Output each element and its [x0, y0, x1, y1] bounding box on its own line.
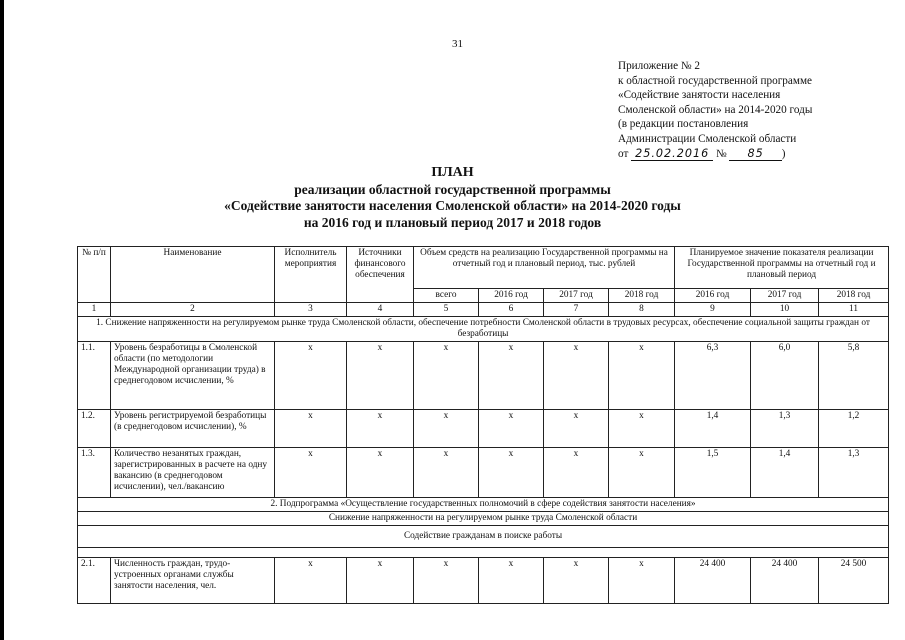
- page-number: 31: [452, 38, 463, 50]
- closing-paren: ): [781, 147, 786, 160]
- document-title: [0, 165, 905, 231]
- plan-table: [77, 246, 889, 604]
- table-row: [78, 342, 889, 410]
- header-ind-2016: 2016 год: [675, 289, 751, 303]
- row-ind-2017: 24 400: [751, 558, 819, 604]
- row-executor: x: [275, 448, 347, 498]
- row-executor: x: [275, 342, 347, 410]
- header-2018: 2018 год: [609, 289, 675, 303]
- header-row: [78, 247, 889, 289]
- col-number: 8: [609, 303, 675, 317]
- row-executor: x: [275, 558, 347, 604]
- appendix-date-line: [618, 147, 898, 162]
- header-2016: 2016 год: [479, 289, 544, 303]
- row-ind-2016: 6,3: [675, 342, 751, 410]
- table-row: [78, 448, 889, 498]
- row-ind-2018: 1,3: [819, 448, 889, 498]
- row-num: 2.1.: [78, 558, 111, 604]
- row-name: Уровень регистрируемой безработицы (в среднегодовом исчислении), %: [111, 410, 275, 448]
- appendix-line: «Содействие занятости населения: [618, 89, 781, 102]
- section-row: [78, 498, 889, 512]
- col-number: 9: [675, 303, 751, 317]
- row-fund-2018: x: [609, 342, 675, 410]
- spacer-row: [78, 548, 889, 558]
- row-executor: x: [275, 410, 347, 448]
- row-fund-2018: x: [609, 410, 675, 448]
- row-fund-2017: x: [544, 410, 609, 448]
- subsection-2a-title: Снижение напряженности на регулируемом рынке труда Смоленской области: [78, 512, 889, 526]
- row-sources: x: [347, 448, 414, 498]
- col-number: 11: [819, 303, 889, 317]
- row-ind-2018: 5,8: [819, 342, 889, 410]
- appendix-block: [618, 59, 898, 161]
- row-ind-2016: 1,4: [675, 410, 751, 448]
- header-indicator-group: Планируемое значение показателя реализации Государственной программы на отчетный год и плановый период: [675, 247, 889, 289]
- appendix-line: Смоленской области» на 2014-2020 годы: [618, 103, 813, 116]
- row-fund-2016: x: [479, 410, 544, 448]
- row-fund-2017: x: [544, 448, 609, 498]
- table-row: [78, 558, 889, 604]
- row-ind-2017: 1,3: [751, 410, 819, 448]
- row-fund-2016: x: [479, 342, 544, 410]
- spacer-cell: [78, 548, 889, 558]
- header-num: № п/п: [78, 247, 111, 303]
- col-number: 4: [347, 303, 414, 317]
- row-fund-2018: x: [609, 558, 675, 604]
- handwritten-number: 85: [729, 147, 781, 161]
- date-prefix: от: [618, 147, 629, 160]
- row-ind-2017: 6,0: [751, 342, 819, 410]
- row-ind-2017: 1,4: [751, 448, 819, 498]
- col-number: 7: [544, 303, 609, 317]
- row-ind-2018: 1,2: [819, 410, 889, 448]
- col-number: 2: [111, 303, 275, 317]
- scan-edge: [0, 0, 4, 640]
- col-number: 10: [751, 303, 819, 317]
- row-sources: x: [347, 342, 414, 410]
- section-2-title: 2. Подпрограмма «Осуществление государственных полномочий в сфере содействия занятости населения»: [78, 498, 889, 512]
- row-total: x: [414, 448, 479, 498]
- col-number: 6: [479, 303, 544, 317]
- table-row: [78, 410, 889, 448]
- row-fund-2018: x: [609, 448, 675, 498]
- row-total: x: [414, 342, 479, 410]
- row-ind-2016: 24 400: [675, 558, 751, 604]
- subsection-2b-title: Содействие гражданам в поиске работы: [78, 526, 889, 548]
- subsection-row: [78, 512, 889, 526]
- header-total: всего: [414, 289, 479, 303]
- header-funding-group: Объем средств на реализацию Государственной программы на отчетный год и плановый период, тыс. рублей: [414, 247, 675, 289]
- appendix-line: (в редакции постановления: [618, 118, 749, 131]
- column-number-row: [78, 303, 889, 317]
- title-plan: ПЛАН: [431, 165, 474, 180]
- col-number: 5: [414, 303, 479, 317]
- header-name: Наименование: [111, 247, 275, 303]
- header-ind-2017: 2017 год: [751, 289, 819, 303]
- row-name: Численность граждан, трудо-устроенных органами службы занятости населения, чел.: [111, 558, 275, 604]
- row-name: Количество незанятых граждан, зарегистрированных в расчете на одну вакансию (в среднегодовом исчислении), чел./вакансию: [111, 448, 275, 498]
- appendix-line: Приложение № 2: [618, 60, 700, 72]
- row-fund-2016: x: [479, 448, 544, 498]
- appendix-line: к областной государственной программе: [618, 74, 812, 87]
- row-ind-2016: 1,5: [675, 448, 751, 498]
- row-num: 1.1.: [78, 342, 111, 410]
- title-line: «Содействие занятости населения Смоленской области» на 2014-2020 годы: [224, 198, 681, 213]
- row-num: 1.3.: [78, 448, 111, 498]
- row-total: x: [414, 558, 479, 604]
- col-number: 3: [275, 303, 347, 317]
- row-num: 1.2.: [78, 410, 111, 448]
- header-2017: 2017 год: [544, 289, 609, 303]
- row-fund-2017: x: [544, 342, 609, 410]
- number-prefix: №: [716, 147, 727, 160]
- title-line: реализации областной государственной программы: [294, 181, 611, 197]
- row-name: Уровень безработицы в Смоленской области (по методологии Международной организации труда) в среднегодовом исчислении, %: [111, 342, 275, 410]
- title-line: на 2016 год и плановый период 2017 и 2018 годов: [303, 214, 602, 230]
- row-ind-2018: 24 500: [819, 558, 889, 604]
- col-number: 1: [78, 303, 111, 317]
- section-1-title: 1. Снижение напряженности на регулируемом рынке труда Смоленской области, обеспечение потребности Смоленской области в трудовых ресурсах, обеспечение социальной защиты граждан от безработицы: [78, 317, 889, 342]
- row-fund-2017: x: [544, 558, 609, 604]
- header-executor: Исполнитель мероприятия: [275, 247, 347, 303]
- header-sources: Источники финансового обеспечения: [347, 247, 414, 303]
- row-fund-2016: x: [479, 558, 544, 604]
- row-sources: x: [347, 410, 414, 448]
- section-row: [78, 317, 889, 342]
- row-total: x: [414, 410, 479, 448]
- appendix-line: Администрации Смоленской области: [618, 132, 797, 145]
- handwritten-date: 25.02.2016: [631, 147, 713, 161]
- subsection-row: [78, 526, 889, 548]
- row-sources: x: [347, 558, 414, 604]
- header-ind-2018: 2018 год: [819, 289, 889, 303]
